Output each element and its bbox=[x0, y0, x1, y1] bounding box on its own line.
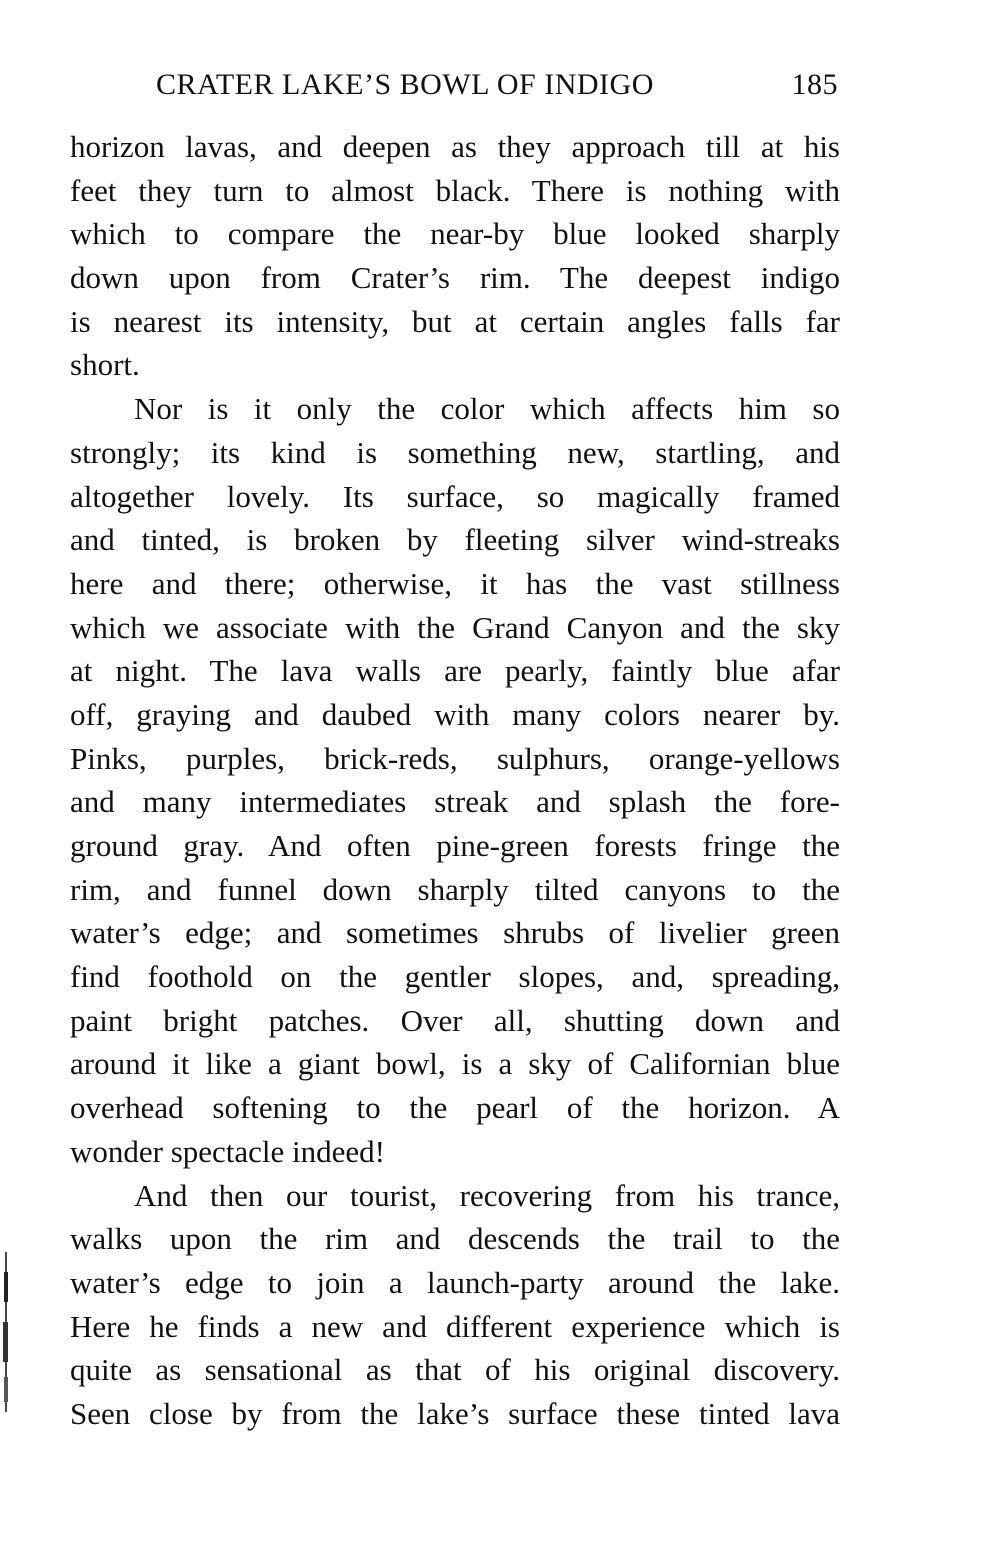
text-line: walks upon the rim and descends the trail to the bbox=[70, 1221, 840, 1257]
text-line: overhead softening to the pearl of the horizon. A bbox=[70, 1090, 840, 1126]
text-line: Nor is it only the color which affects him so bbox=[134, 391, 840, 427]
text-line: feet they turn to almost black. There is nothing with bbox=[70, 172, 840, 208]
page-number: 185 bbox=[791, 68, 838, 101]
text-line: Seen close by from the lake’s surface these tinted lava bbox=[70, 1395, 840, 1431]
text-line: here and there; otherwise, it has the vast stillness bbox=[70, 565, 840, 601]
text-line: water’s edge to join a launch-party around the lake. bbox=[70, 1264, 840, 1300]
text-line: and many intermediates streak and splash the fore- bbox=[70, 784, 840, 820]
text-line: Here he finds a new and different experience which is bbox=[70, 1308, 840, 1344]
text-line: and tinted, is broken by fleeting silver wind-streaks bbox=[70, 522, 840, 558]
text-line: strongly; its kind is something new, startling, and bbox=[70, 434, 840, 470]
text-line: which to compare the near-by blue looked sharply bbox=[70, 216, 840, 252]
text-line: Pinks, purples, brick-reds, sulphurs, orange-yellows bbox=[70, 740, 840, 776]
text-line: rim, and funnel down sharply tilted canyons to the bbox=[70, 871, 840, 907]
text-line: down upon from Crater’s rim. The deepest indigo bbox=[70, 260, 840, 296]
text-line: at night. The lava walls are pearly, faintly blue afar bbox=[70, 653, 840, 689]
text-line: which we associate with the Grand Canyon and the sky bbox=[70, 609, 840, 645]
running-header bbox=[70, 68, 838, 112]
chapter-title: CRATER LAKE’S BOWL OF INDIGO bbox=[156, 68, 654, 101]
paragraph-1 bbox=[70, 125, 840, 387]
text-line: around it like a giant bowl, is a sky of Californian blue bbox=[70, 1046, 840, 1082]
text-line: horizon lavas, and deepen as they approach till at his bbox=[70, 129, 840, 164]
paragraph-2 bbox=[70, 387, 840, 1173]
text-line: off, graying and daubed with many colors nearer by. bbox=[70, 696, 840, 732]
paragraph-3 bbox=[70, 1174, 840, 1436]
text-line: short. bbox=[70, 347, 140, 383]
text-line: water’s edge; and sometimes shrubs of livelier green bbox=[70, 915, 840, 951]
text-line: paint bright patches. Over all, shutting down and bbox=[70, 1002, 840, 1038]
text-line: ground gray. And often pine-green forests fringe the bbox=[70, 828, 840, 863]
text-line: altogether lovely. Its surface, so magically framed bbox=[70, 478, 840, 514]
scan-artifact bbox=[2, 1252, 12, 1412]
text-line: wonder spectacle indeed! bbox=[70, 1133, 386, 1169]
text-line: And then our tourist, recovering from his trance, bbox=[134, 1177, 840, 1213]
text-line: quite as sensational as that of his original discovery. bbox=[70, 1352, 840, 1388]
body-text bbox=[70, 125, 840, 1436]
text-line: find foothold on the gentler slopes, and, spreading, bbox=[70, 959, 840, 995]
text-line: is nearest its intensity, but at certain angles falls far bbox=[70, 303, 840, 339]
